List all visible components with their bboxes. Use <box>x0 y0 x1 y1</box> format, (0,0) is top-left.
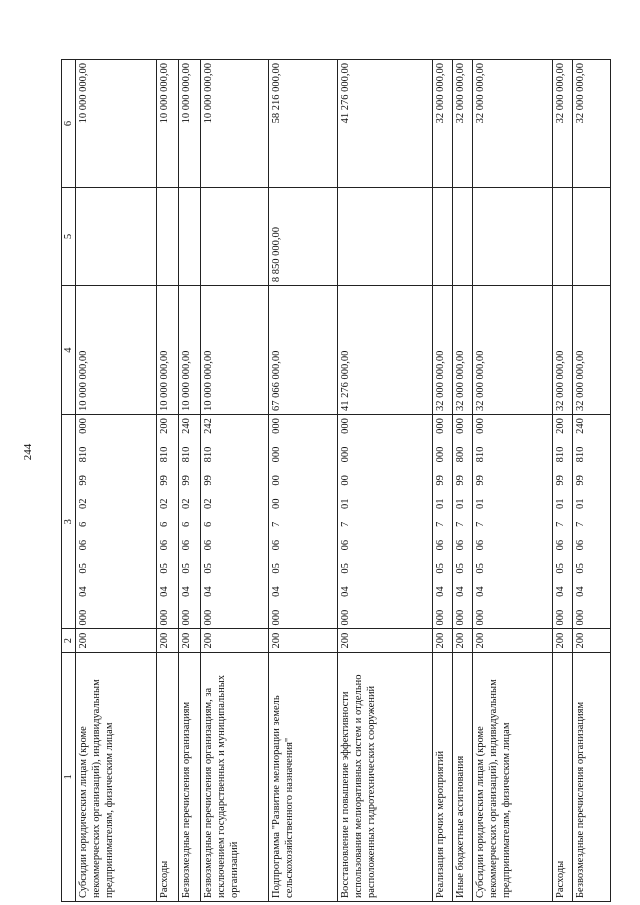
row-name: Расходы <box>156 652 178 901</box>
row-name: Безвозмездные перечисления организациям, за исключением государственных и муниципальных организаций <box>200 652 268 901</box>
row-amount-4: 32 000 000,00 <box>553 286 573 415</box>
column-header: 2 <box>62 629 76 652</box>
code-segment: 99 <box>180 475 192 486</box>
header-row <box>62 60 76 902</box>
code-segment: 01 <box>435 498 447 509</box>
code-segment: 7 <box>271 521 283 528</box>
code-segment: 05 <box>271 563 283 574</box>
row-classification-code <box>76 415 157 629</box>
code-segment: 6 <box>78 521 90 528</box>
row-amount-5 <box>200 187 268 285</box>
row-amount-6: 32 000 000,00 <box>573 60 611 188</box>
row-name: Безвозмездные перечисления организациям <box>573 652 611 901</box>
row-ved-code: 200 <box>76 629 157 652</box>
row-classification-code <box>200 415 268 629</box>
code-segment: 200 <box>555 418 567 434</box>
row-amount-5 <box>553 187 573 285</box>
row-amount-5 <box>156 187 178 285</box>
table-row <box>76 60 157 902</box>
row-amount-4: 10 000 000,00 <box>178 286 200 415</box>
column-header: 4 <box>62 286 76 415</box>
row-amount-6: 10 000 000,00 <box>200 60 268 188</box>
code-segment: 04 <box>555 586 567 597</box>
row-ved-code: 200 <box>472 629 553 652</box>
row-amount-6: 10 000 000,00 <box>156 60 178 188</box>
row-amount-6: 10 000 000,00 <box>178 60 200 188</box>
code-segment: 000 <box>202 609 214 626</box>
code-segment: 000 <box>555 609 567 626</box>
code-segment: 04 <box>474 586 486 597</box>
code-segment: 06 <box>454 539 466 551</box>
row-ved-code: 200 <box>156 629 178 652</box>
row-amount-6: 41 276 000,00 <box>337 60 432 188</box>
code-segment: 99 <box>575 475 586 486</box>
row-amount-6: 32 000 000,00 <box>433 60 453 188</box>
code-segment: 000 <box>180 609 192 626</box>
row-ved-code: 200 <box>200 629 268 652</box>
code-segment: 05 <box>339 563 351 574</box>
row-classification-code <box>178 415 200 629</box>
code-segment: 06 <box>158 539 170 551</box>
code-segment: 05 <box>78 563 90 574</box>
code-segment: 7 <box>474 521 486 528</box>
code-segment: 000 <box>435 418 447 434</box>
table-row <box>553 60 573 902</box>
code-segment: 04 <box>202 586 214 597</box>
row-name: Безвозмездные перечисления организациям <box>178 652 200 901</box>
code-segment: 000 <box>339 418 351 434</box>
table-row <box>156 60 178 902</box>
row-name: Восстановление и повышение эффективности использования мелиоративных систем и отдельно расположенных гидротехнических сооружений <box>337 652 432 901</box>
code-segment: 6 <box>180 521 192 528</box>
row-amount-4: 10 000 000,00 <box>200 286 268 415</box>
row-ved-code: 200 <box>573 629 611 652</box>
code-segment: 02 <box>78 498 90 509</box>
code-segment: 000 <box>158 609 170 626</box>
code-segment: 06 <box>339 539 351 551</box>
code-segment: 000 <box>271 418 283 434</box>
code-segment: 06 <box>180 539 192 551</box>
code-segment: 99 <box>555 475 567 486</box>
row-ved-code: 200 <box>178 629 200 652</box>
code-segment: 000 <box>454 418 466 434</box>
code-segment: 800 <box>454 446 466 463</box>
column-header: 1 <box>62 652 76 901</box>
row-amount-6: 58 216 000,00 <box>269 60 337 188</box>
row-amount-4: 10 000 000,00 <box>156 286 178 415</box>
code-segment: 200 <box>158 418 170 434</box>
table-row <box>337 60 432 902</box>
code-segment: 000 <box>339 609 351 626</box>
code-segment: 7 <box>454 521 466 528</box>
row-amount-4: 32 000 000,00 <box>472 286 553 415</box>
code-segment: 242 <box>202 418 214 434</box>
code-segment: 06 <box>78 539 90 551</box>
code-segment: 05 <box>474 563 486 574</box>
code-segment: 000 <box>435 446 447 463</box>
code-segment: 000 <box>474 609 486 626</box>
code-segment: 99 <box>202 475 214 486</box>
page-number: 244 <box>22 443 34 461</box>
code-segment: 240 <box>575 418 586 434</box>
table-row <box>573 60 611 902</box>
row-name: Реализация прочих мероприятий <box>433 652 453 901</box>
code-segment: 04 <box>435 586 447 597</box>
row-amount-5 <box>472 187 553 285</box>
row-name: Подпрограмма "Развитие мелиорации земель сельскохозяйственного назначения" <box>269 652 337 901</box>
code-segment: 01 <box>474 498 486 509</box>
code-segment: 810 <box>474 446 486 463</box>
code-segment: 7 <box>555 521 567 528</box>
row-classification-code <box>433 415 453 629</box>
code-segment: 810 <box>78 446 90 463</box>
code-segment: 810 <box>180 446 192 463</box>
code-segment: 000 <box>575 609 586 626</box>
row-amount-5: 8 850 000,00 <box>269 187 337 285</box>
code-segment: 000 <box>78 418 90 434</box>
code-segment: 7 <box>339 521 351 528</box>
table-row <box>269 60 337 902</box>
code-segment: 04 <box>271 586 283 597</box>
code-segment: 6 <box>158 521 170 528</box>
table-row <box>452 60 472 902</box>
row-name: Расходы <box>553 652 573 901</box>
row-classification-code <box>472 415 553 629</box>
row-classification-code <box>337 415 432 629</box>
code-segment: 000 <box>339 446 351 463</box>
code-segment: 99 <box>158 475 170 486</box>
code-segment: 04 <box>454 586 466 597</box>
code-segment: 810 <box>575 446 586 463</box>
row-amount-4: 32 000 000,00 <box>433 286 453 415</box>
row-name: Субсидии юридическим лицам (кроме некоммерческих организаций), индивидуальным предпринимателям, физическим лицам <box>472 652 553 901</box>
row-classification-code <box>553 415 573 629</box>
code-segment: 02 <box>202 498 214 509</box>
code-segment: 01 <box>575 498 586 509</box>
row-name: Субсидии юридическим лицам (кроме некоммерческих организаций), индивидуальным предпринимателям, физическим лицам <box>76 652 157 901</box>
code-segment: 05 <box>435 563 447 574</box>
code-segment: 01 <box>555 498 567 509</box>
row-classification-code <box>269 415 337 629</box>
code-segment: 06 <box>202 539 214 551</box>
row-amount-5 <box>178 187 200 285</box>
code-segment: 99 <box>78 475 90 486</box>
code-segment: 05 <box>180 563 192 574</box>
code-segment: 00 <box>271 498 283 509</box>
row-ved-code: 200 <box>433 629 453 652</box>
table-row <box>433 60 453 902</box>
code-segment: 04 <box>78 586 90 597</box>
code-segment: 000 <box>271 446 283 463</box>
row-amount-4: 32 000 000,00 <box>452 286 472 415</box>
code-segment: 810 <box>158 446 170 463</box>
code-segment: 810 <box>555 446 567 463</box>
row-amount-6: 32 000 000,00 <box>553 60 573 188</box>
code-segment: 06 <box>474 539 486 551</box>
row-classification-code <box>573 415 611 629</box>
code-segment: 04 <box>339 586 351 597</box>
row-amount-4: 67 066 000,00 <box>269 286 337 415</box>
row-amount-4: 41 276 000,00 <box>337 286 432 415</box>
row-ved-code: 200 <box>337 629 432 652</box>
code-segment: 05 <box>158 563 170 574</box>
row-ved-code: 200 <box>452 629 472 652</box>
code-segment: 240 <box>180 418 192 434</box>
code-segment: 04 <box>180 586 192 597</box>
code-segment: 06 <box>271 539 283 551</box>
code-segment: 06 <box>575 539 586 551</box>
code-segment: 02 <box>180 498 192 509</box>
code-segment: 6 <box>202 521 214 528</box>
code-segment: 01 <box>454 498 466 509</box>
row-amount-6: 32 000 000,00 <box>472 60 553 188</box>
code-segment: 99 <box>435 475 447 486</box>
code-segment: 05 <box>555 563 567 574</box>
code-segment: 04 <box>575 586 586 597</box>
code-segment: 05 <box>575 563 586 574</box>
row-ved-code: 200 <box>553 629 573 652</box>
code-segment: 7 <box>435 521 447 528</box>
code-segment: 06 <box>435 539 447 551</box>
code-segment: 810 <box>202 446 214 463</box>
code-segment: 05 <box>454 563 466 574</box>
code-segment: 99 <box>454 475 466 486</box>
row-name: Иные бюджетные ассигнования <box>452 652 472 901</box>
row-amount-5 <box>433 187 453 285</box>
column-header: 6 <box>62 60 76 188</box>
table-row <box>200 60 268 902</box>
row-classification-code <box>452 415 472 629</box>
table-body <box>76 60 611 902</box>
code-segment: 99 <box>474 475 486 486</box>
code-segment: 000 <box>78 609 90 626</box>
code-segment: 7 <box>575 521 586 528</box>
code-segment: 000 <box>435 609 447 626</box>
row-amount-4: 10 000 000,00 <box>76 286 157 415</box>
code-segment: 05 <box>202 563 214 574</box>
code-segment: 000 <box>271 609 283 626</box>
rotated-page <box>61 59 611 902</box>
code-segment: 04 <box>158 586 170 597</box>
row-amount-6: 10 000 000,00 <box>76 60 157 188</box>
column-header: 3 <box>62 415 76 629</box>
row-amount-5 <box>452 187 472 285</box>
code-segment: 000 <box>454 609 466 626</box>
row-classification-code <box>156 415 178 629</box>
row-ved-code: 200 <box>269 629 337 652</box>
budget-table <box>61 59 611 902</box>
row-amount-4: 32 000 000,00 <box>573 286 611 415</box>
table-row <box>472 60 553 902</box>
code-segment: 00 <box>271 475 283 486</box>
code-segment: 000 <box>474 418 486 434</box>
code-segment: 06 <box>555 539 567 551</box>
row-amount-5 <box>337 187 432 285</box>
row-amount-5 <box>76 187 157 285</box>
code-segment: 01 <box>339 498 351 509</box>
code-segment: 02 <box>158 498 170 509</box>
row-amount-5 <box>573 187 611 285</box>
row-amount-6: 32 000 000,00 <box>452 60 472 188</box>
table-row <box>178 60 200 902</box>
code-segment: 00 <box>339 475 351 486</box>
column-header: 5 <box>62 187 76 285</box>
